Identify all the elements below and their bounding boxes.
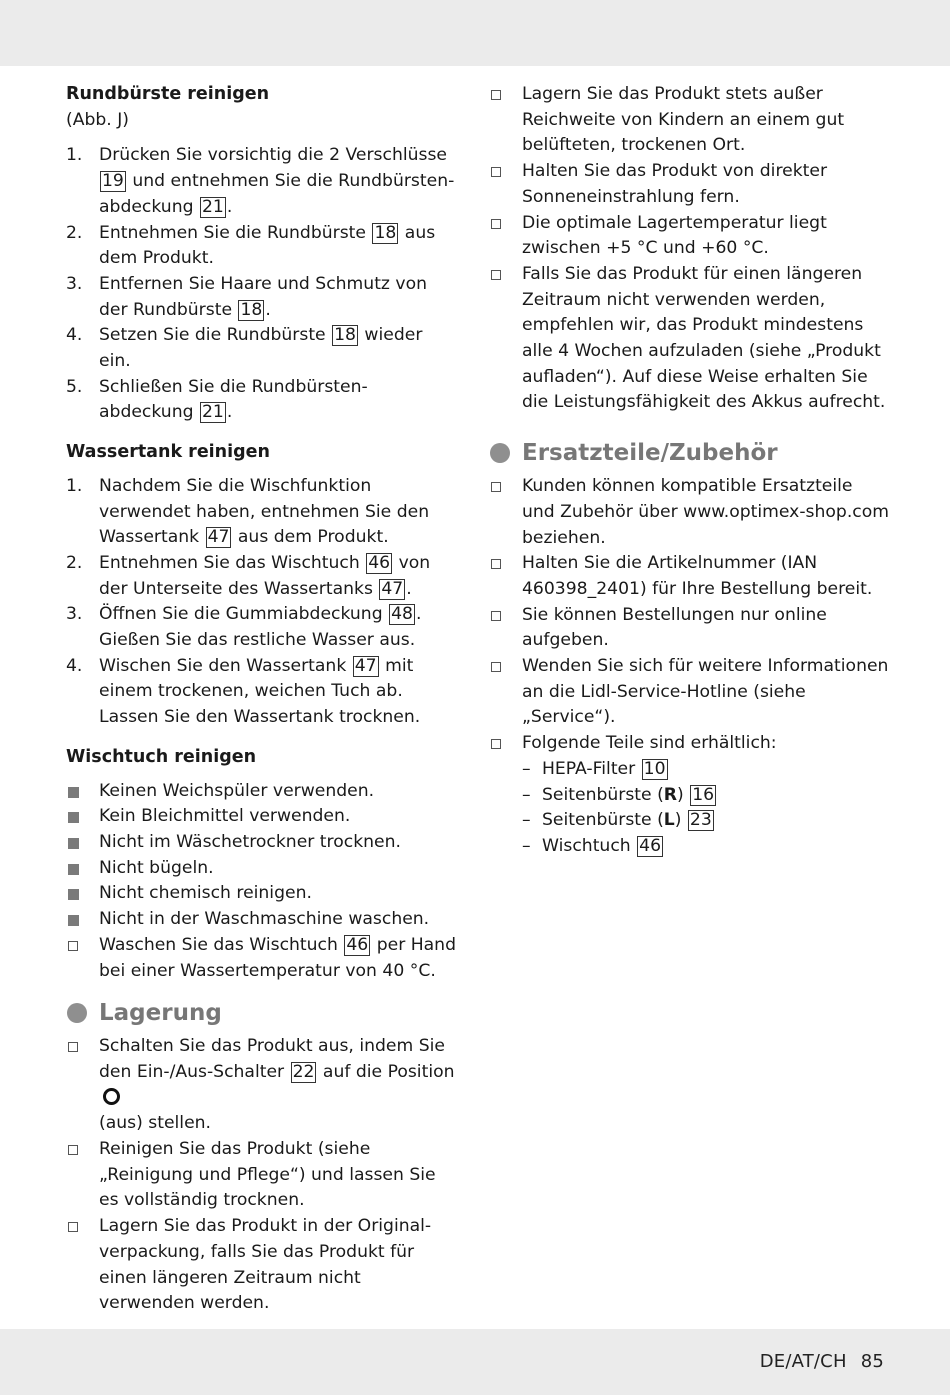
list-item: Nicht in der Waschmaschine waschen. bbox=[66, 907, 456, 933]
filled-square-bullet-icon bbox=[68, 915, 79, 926]
part-number: 46 bbox=[346, 934, 369, 955]
filled-square-bullet-icon bbox=[68, 812, 79, 823]
list-item: Sie können Bestellungen nur online aufgeben. bbox=[489, 603, 889, 654]
section-heading-wassertank: Wassertank reinigen bbox=[66, 442, 270, 463]
list-item: Kunden können kompatible Ersatzteile und Zubehör über www.optimex-shop.com beziehen. bbox=[489, 474, 889, 551]
part-number: 18 bbox=[240, 299, 263, 320]
part-number: 19 bbox=[102, 171, 124, 192]
part-number: 18 bbox=[374, 222, 397, 243]
filled-square-bullet-icon bbox=[68, 787, 79, 798]
page-footer bbox=[760, 1351, 884, 1372]
checkbox-bullet-icon bbox=[491, 739, 501, 749]
part-number: 21 bbox=[201, 196, 224, 217]
part-number: 18 bbox=[334, 325, 356, 346]
off-position-icon bbox=[103, 1088, 120, 1105]
checkbox-bullet-icon bbox=[68, 1145, 78, 1155]
list-item: 3. Entfernen Sie Haare und Schmutz von der Rundbürste 18 . bbox=[66, 273, 427, 320]
list-item: Folgende Teile sind erhältlich: bbox=[489, 731, 889, 757]
part-number: 21 bbox=[201, 402, 224, 423]
figure-reference: (Abb. J) bbox=[66, 109, 129, 130]
checkbox-bullet-icon bbox=[491, 90, 501, 100]
checkbox-bullet-icon bbox=[68, 941, 78, 951]
left-column bbox=[66, 82, 456, 1317]
checkbox-bullet-icon bbox=[491, 611, 501, 621]
filled-square-bullet-icon bbox=[68, 864, 79, 875]
right-column bbox=[489, 82, 889, 860]
list-item: Kein Bleichmittel verwenden. bbox=[66, 804, 456, 830]
list-item: 3. Öffnen Sie die Gummiabdeckung 48 . Gießen Sie das restliche Wasser aus. bbox=[66, 604, 422, 651]
list-item: Halten Sie das Produkt von direkter Sonneneinstrahlung fern. bbox=[489, 159, 889, 210]
checkbox-bullet-icon bbox=[68, 1042, 78, 1052]
list-item: Schalten Sie das Produkt aus, indem Sie den Ein-/Aus-Schalter 22 auf die Position (aus) stellen. bbox=[66, 1034, 456, 1137]
part-list-item: – Seitenbürste (R) 16 bbox=[522, 784, 715, 805]
list-item: Halten Sie die Artikelnummer (IAN 460398_2401) für Ihre Bestellung bereit. bbox=[489, 551, 889, 602]
list-item: Die optimale Lagertemperatur liegt zwischen +5 °C und +60 °C. bbox=[489, 211, 889, 262]
section-heading-rundbuerste: Rundbürste reinigen bbox=[66, 84, 270, 104]
checkbox-bullet-icon bbox=[491, 482, 501, 492]
list-item: 2. Entnehmen Sie das Wischtuch 46 von der Unterseite des Wassertanks 47 . bbox=[66, 552, 431, 599]
section-heading-ersatzteile: Ersatzteile/Zubehör bbox=[489, 438, 889, 468]
list-item: 2. Entnehmen Sie die Rundbürste 18 aus dem Produkt. bbox=[66, 222, 436, 269]
section-heading-lagerung: Lagerung bbox=[66, 998, 456, 1028]
part-list-item: – Wischtuch 46 bbox=[522, 835, 662, 856]
part-number: 47 bbox=[354, 655, 377, 676]
filled-square-bullet-icon bbox=[68, 838, 79, 849]
part-number: 46 bbox=[639, 835, 662, 856]
checkbox-bullet-icon bbox=[68, 1222, 78, 1232]
checkbox-bullet-icon bbox=[491, 270, 501, 280]
list-item: Wenden Sie sich für weitere Informationen an die Lidl-Service-Hotline (siehe „Service“). bbox=[489, 654, 889, 731]
list-item: Nicht bügeln. bbox=[66, 856, 456, 882]
list-item: Lagern Sie das Produkt stets außer Reichweite von Kindern an einem gut belüfteten, trockenen Ort. bbox=[489, 82, 889, 159]
list-item: 4. Wischen Sie den Wassertank 47 mit einem trockenen, weichen Tuch ab. Lassen Sie den Wassertank trocknen. bbox=[66, 655, 421, 728]
list-item: Nicht chemisch reinigen. bbox=[66, 881, 456, 907]
checkbox-bullet-icon bbox=[491, 662, 501, 672]
checkbox-bullet-icon bbox=[491, 559, 501, 569]
part-number: 46 bbox=[368, 552, 391, 573]
part-list-item: – HEPA-Filter 10 bbox=[522, 758, 666, 779]
part-number: 47 bbox=[381, 578, 404, 599]
part-number: 10 bbox=[643, 758, 666, 779]
checkbox-bullet-icon bbox=[491, 167, 501, 177]
list-item: Reinigen Sie das Produkt (siehe „Reinigung und Pflege“) und lassen Sie es vollständig trocknen. bbox=[66, 1137, 456, 1214]
list-item: 5. Schließen Sie die Rundbürsten- abdeckung 21 . bbox=[66, 376, 368, 423]
list-item: Nicht im Wäschetrockner trocknen. bbox=[66, 830, 456, 856]
page-number: 85 bbox=[860, 1351, 884, 1372]
list-item: Falls Sie das Produkt für einen längeren Zeitraum nicht verwenden werden, empfehlen wir, das Produkt mindestens alle 4 Wochen aufzuladen (siehe „Produkt aufladen“). Auf diese Weise erhalten Sie die Leistungsfähigkeit des Akkus aufrecht. bbox=[489, 262, 889, 416]
part-number: 16 bbox=[692, 784, 715, 805]
list-item: Keinen Weichspüler verwenden. bbox=[66, 779, 456, 805]
list-item: Waschen Sie das Wischtuch 46 per Hand bei einer Wassertemperatur von 40 °C. bbox=[66, 933, 456, 984]
list-item: 4. Setzen Sie die Rundbürste 18 wieder ein. bbox=[66, 325, 423, 372]
part-number: 23 bbox=[689, 810, 712, 831]
bullet-dot-icon bbox=[67, 1003, 87, 1023]
checkbox-bullet-icon bbox=[491, 219, 501, 229]
list-item: 1. Drücken Sie vorsichtig die 2 Verschlüsse 19 und entnehmen Sie die Rundbürsten- abdeckung 21 . bbox=[66, 145, 455, 217]
filled-square-bullet-icon bbox=[68, 889, 79, 900]
top-band bbox=[0, 0, 950, 66]
section-heading-wischtuch: Wischtuch reinigen bbox=[66, 746, 257, 767]
part-list-item: – Seitenbürste (L) 23 bbox=[522, 810, 712, 831]
part-number: 22 bbox=[292, 1061, 315, 1082]
bullet-dot-icon bbox=[490, 443, 510, 463]
part-number: 48 bbox=[391, 604, 413, 625]
list-item: 1. Nachdem Sie die Wischfunktion verwendet haben, entnehmen Sie den Wassertank 47 aus dem Produkt. bbox=[66, 475, 430, 548]
region-label: DE/AT/CH bbox=[759, 1351, 847, 1372]
list-item: Lagern Sie das Produkt in der Original-verpackung, falls Sie das Produkt für einen längeren Zeitraum nicht verwenden werden. bbox=[66, 1214, 456, 1317]
part-number: 47 bbox=[207, 527, 230, 548]
